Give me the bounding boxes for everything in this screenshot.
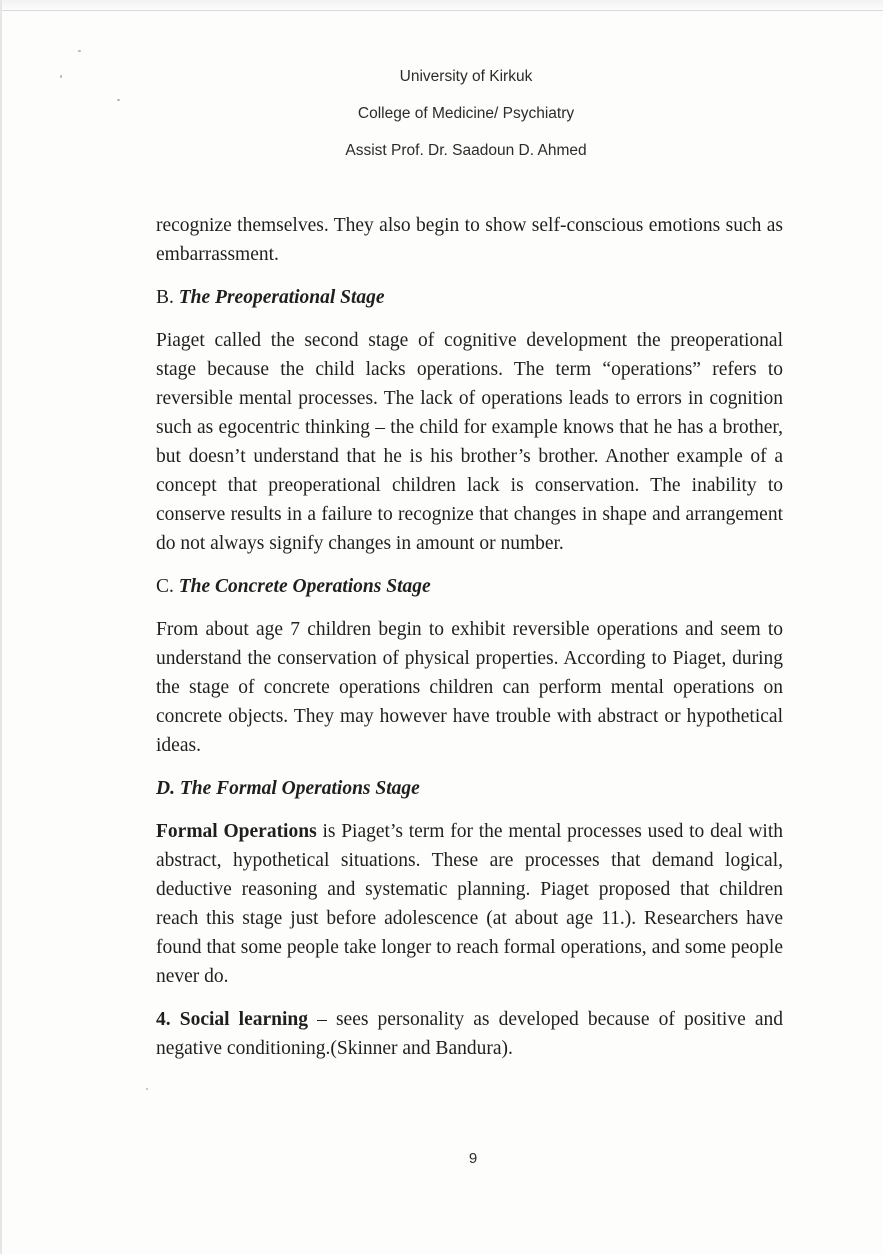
scan-speck bbox=[146, 1088, 148, 1090]
scan-edge-top bbox=[0, 0, 883, 11]
section-d-paragraph bbox=[156, 817, 783, 991]
section-c-prefix: C. bbox=[156, 576, 179, 597]
section-c-paragraph: From about age 7 children begin to exhibit reversible operations and seem to understand the conservation of physical properties. According to Piaget, during the stage of concrete operations children can perform mental operations on concrete objects. They may however have trouble with abstract or hypothetical ideas. bbox=[156, 619, 783, 756]
document-header bbox=[0, 66, 883, 177]
intro-paragraph: recognize themselves. They also begin to show self-conscious emotions such as embarrassment. bbox=[156, 215, 783, 265]
formal-operations-term: Formal Operations bbox=[156, 821, 317, 842]
university-name: University of Kirkuk bbox=[399, 68, 533, 85]
page-number: 9 bbox=[468, 1150, 478, 1167]
scan-edge-left bbox=[0, 0, 2, 1254]
college-name: College of Medicine/ Psychiatry bbox=[357, 105, 575, 122]
social-learning-term: 4. Social learning bbox=[156, 1009, 308, 1030]
scan-speck bbox=[78, 50, 81, 52]
section-d-heading: D. The Formal Operations Stage bbox=[156, 778, 420, 799]
section-c-heading bbox=[156, 572, 783, 601]
section-b-paragraph: Piaget called the second stage of cognitive development the preoperational stage because the child lacks operations. The term “operations” refers to reversible mental processes. The lack of operations leads to errors in cognition such as egocentric thinking – the child for example knows that he has a brother, but doesn’t understand that he is his brother’s brother. Another example of a concept that preoperational children lack is conservation. The inability to conserve results in a failure to recognize that changes in shape and arrangement do not always signify changes in amount or number. bbox=[156, 330, 783, 554]
section-b-prefix: B. bbox=[156, 287, 179, 308]
section-b-title: The Preoperational Stage bbox=[178, 287, 385, 308]
author-name: Assist Prof. Dr. Saadoun D. Ahmed bbox=[345, 142, 587, 159]
social-learning-paragraph bbox=[156, 1005, 783, 1063]
section-b-heading bbox=[156, 283, 783, 312]
document-body bbox=[156, 211, 783, 1077]
formal-operations-text: is Piaget’s term for the mental processes used to deal with abstract, hypothetical situations. These are processes that demand logical, deductive reasoning and systematic planning. Piaget proposed that children reach this stage just before adolescence (at about age 11.). Researchers have found that some people take longer to reach formal operations, and some people never do. bbox=[156, 821, 783, 987]
social-learning-text: – sees personality as developed because of positive and negative conditioning.(Skinner and Bandura). bbox=[156, 1009, 783, 1059]
section-c-title: The Concrete Operations Stage bbox=[178, 576, 431, 597]
